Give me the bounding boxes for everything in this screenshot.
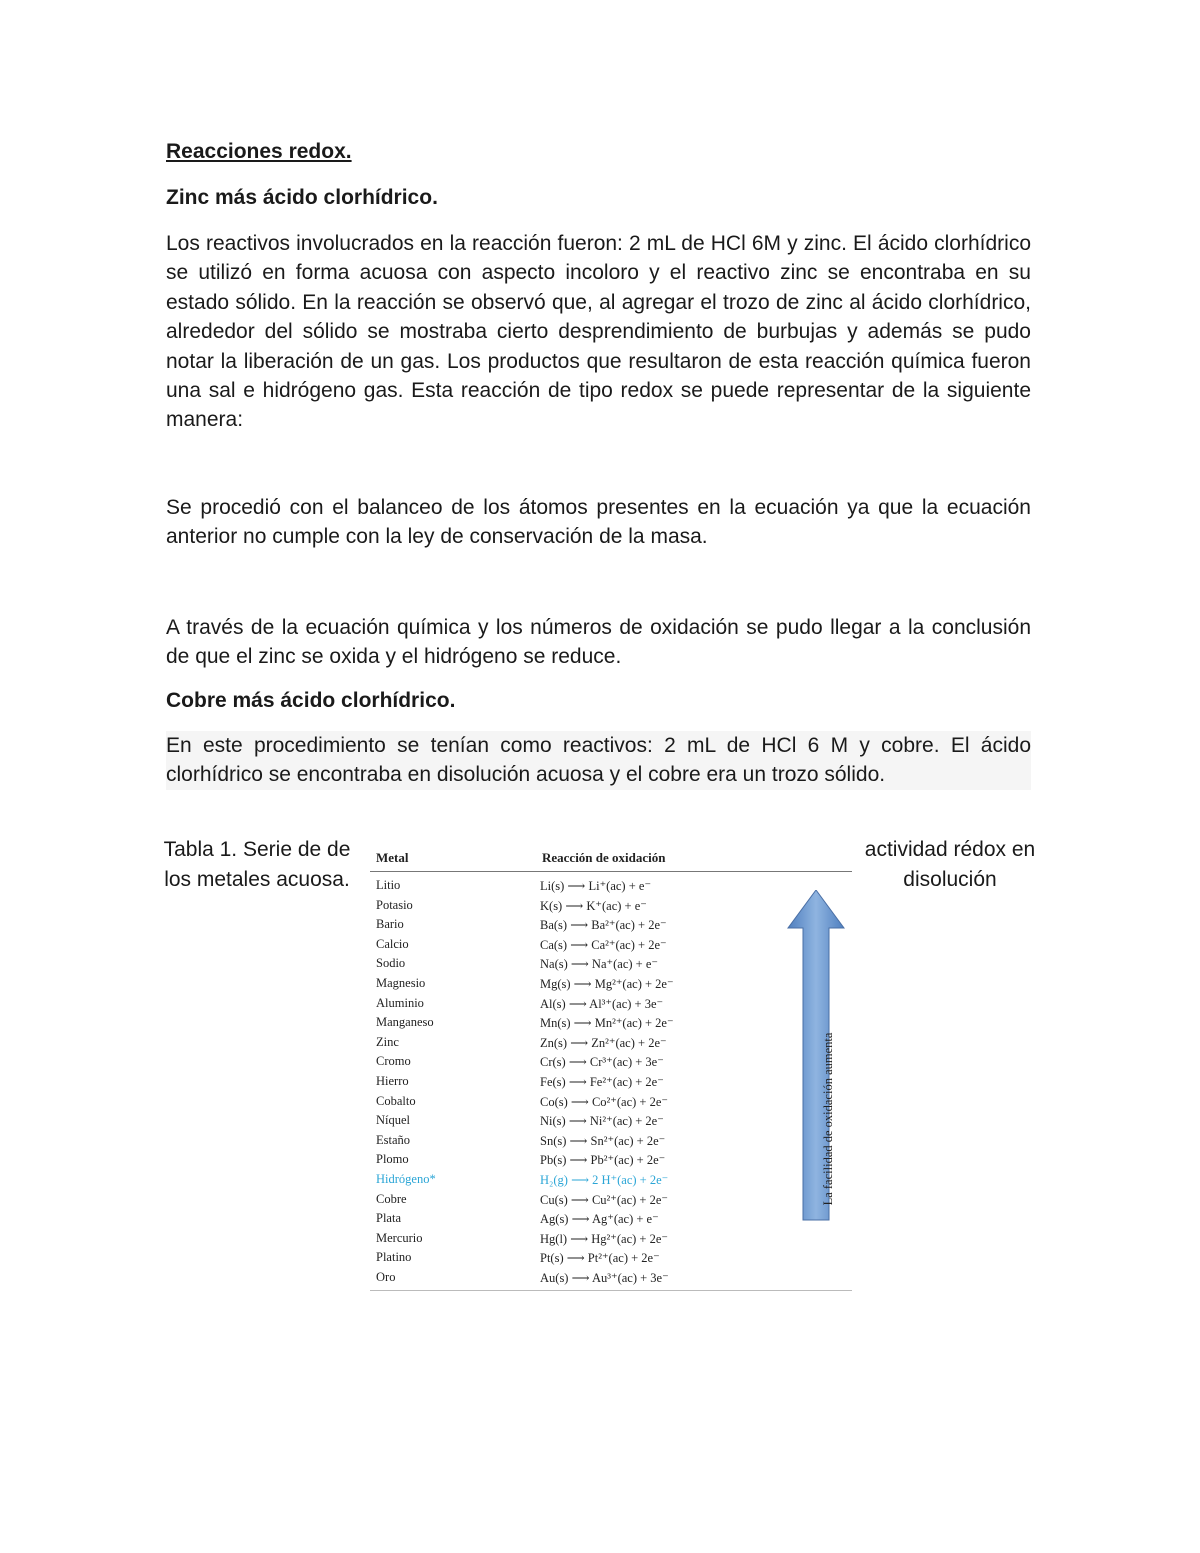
metal-name: Platino xyxy=(376,1250,412,1265)
table-row xyxy=(370,1074,790,1094)
activity-series-table xyxy=(370,840,852,1292)
table-row xyxy=(370,1152,790,1172)
metal-name: Sodio xyxy=(376,956,406,971)
paragraph-zinc-balance: Se procedió con el balanceo de los átomos presentes en la ecuación ya que la ecuación anterior no cumple con la ley de conservación de la masa. xyxy=(166,496,1031,549)
oxidation-reaction: Hg(l) ⟶ Hg²⁺(ac) + 2e⁻ xyxy=(540,1231,668,1246)
metal-name: Mercurio xyxy=(376,1230,423,1245)
metal-name: Litio xyxy=(376,878,401,892)
arrow-label: La facilidad de oxidación aumenta xyxy=(821,1032,835,1206)
oxidation-reaction: Li(s) ⟶ Li⁺(ac) + e⁻ xyxy=(540,879,652,893)
column-header-reaction: Reacción de oxidación xyxy=(542,850,666,865)
table-row xyxy=(370,1250,790,1270)
table-row xyxy=(370,1211,790,1231)
bottom-rule xyxy=(370,1290,852,1291)
metal-name: Calcio xyxy=(376,936,409,951)
oxidation-reaction: Al(s) ⟶ Al³⁺(ac) + 3e⁻ xyxy=(540,996,664,1011)
metal-name: Zinc xyxy=(376,1034,399,1049)
oxidation-reaction: Sn(s) ⟶ Sn²⁺(ac) + 2e⁻ xyxy=(540,1133,666,1148)
oxidation-reaction: Mg(s) ⟶ Mg²⁺(ac) + 2e⁻ xyxy=(540,977,674,991)
table-caption-left: Tabla 1. Serie de de los metales acuosa. xyxy=(163,838,351,891)
oxidation-reaction: Au(s) ⟶ Au³⁺(ac) + 3e⁻ xyxy=(540,1271,669,1285)
oxidation-reaction: Co(s) ⟶ Co²⁺(ac) + 2e⁻ xyxy=(540,1094,668,1109)
oxidation-reaction: Ag(s) ⟶ Ag⁺(ac) + e⁻ xyxy=(540,1212,659,1227)
oxidation-reaction: Cr(s) ⟶ Cr³⁺(ac) + 3e⁻ xyxy=(540,1055,664,1070)
oxidation-reaction: Zn(s) ⟶ Zn²⁺(ac) + 2e⁻ xyxy=(540,1035,667,1050)
table-row xyxy=(370,1054,790,1074)
metal-name: Hidrógeno* xyxy=(376,1172,436,1186)
header-rule xyxy=(370,871,852,872)
metal-name: Bario xyxy=(376,917,404,932)
metal-name: Magnesio xyxy=(376,976,426,990)
table-caption-right: actividad rédox en disolución xyxy=(864,838,1036,891)
oxidation-reaction: Pt(s) ⟶ Pt²⁺(ac) + 2e⁻ xyxy=(540,1251,660,1266)
table-row xyxy=(370,976,790,996)
metal-name: Aluminio xyxy=(376,995,424,1010)
metal-name: Cobalto xyxy=(376,1093,416,1108)
table-row xyxy=(370,1172,790,1192)
section-heading-copper: Cobre más ácido clorhídrico. xyxy=(166,689,456,712)
table-row xyxy=(370,996,790,1016)
metal-name: Oro xyxy=(376,1270,396,1284)
paragraph-zinc-reactants: Los reactivos involucrados en la reacción fueron: 2 mL de HCl 6M y zinc. El ácido clorhídrico se utilizó en forma acuosa con aspecto incoloro y el reactivo zinc se encontraba en su estado sólido. En la reacción se observó que, al agregar el trozo de zinc al ácido clorhídrico, alrededor del sólido se mostraba cierto desprendimiento de burbujas y además se pudo notar la liberación de un gas. Los productos que resultaron de esta reacción química fueron una sal e hidrógeno gas. Esta reacción de tipo redox se puede representar de la siguiente manera: xyxy=(166,232,1031,432)
metal-name: Plata xyxy=(376,1211,401,1226)
table-row xyxy=(370,1094,790,1114)
metal-name: Cromo xyxy=(376,1054,411,1069)
metal-name: Níquel xyxy=(376,1113,411,1128)
metal-name: Manganeso xyxy=(376,1015,434,1030)
table-row xyxy=(370,937,790,957)
oxidation-reaction: K(s) ⟶ K⁺(ac) + e⁻ xyxy=(540,898,647,913)
oxidation-reaction: Fe(s) ⟶ Fe²⁺(ac) + 2e⁻ xyxy=(540,1075,664,1089)
oxidation-reaction: Mn(s) ⟶ Mn²⁺(ac) + 2e⁻ xyxy=(540,1016,674,1031)
metal-name: Hierro xyxy=(376,1074,409,1088)
section-heading-zinc: Zinc más ácido clorhídrico. xyxy=(166,186,438,209)
paragraph-zinc-conclusion: A través de la ecuación química y los números de oxidación se pudo llegar a la conclusión de que el zinc se oxida y el hidrógeno se reduce. xyxy=(166,616,1031,669)
column-header-metal: Metal xyxy=(376,850,409,865)
oxidation-reaction: Cu(s) ⟶ Cu²⁺(ac) + 2e⁻ xyxy=(540,1192,668,1207)
metal-name: Cobre xyxy=(376,1191,407,1206)
table-row xyxy=(370,1231,790,1251)
table-row xyxy=(370,1113,790,1133)
table-row xyxy=(370,1133,790,1153)
table-row xyxy=(370,1270,790,1290)
table-row xyxy=(370,1015,790,1035)
oxidation-reaction: H₂(g) ⟶ 2 H⁺(ac) + 2e⁻ xyxy=(540,1173,669,1187)
metal-name: Estaño xyxy=(376,1132,411,1147)
table-row xyxy=(370,917,790,937)
oxidation-reaction: Pb(s) ⟶ Pb²⁺(ac) + 2e⁻ xyxy=(540,1153,666,1168)
table-row xyxy=(370,898,790,918)
table-row xyxy=(370,956,790,976)
oxidation-reaction: Ni(s) ⟶ Ni²⁺(ac) + 2e⁻ xyxy=(540,1114,664,1129)
oxidation-reaction: Na(s) ⟶ Na⁺(ac) + e⁻ xyxy=(540,957,658,972)
table-row xyxy=(370,1035,790,1055)
oxidation-reaction: Ca(s) ⟶ Ca²⁺(ac) + 2e⁻ xyxy=(540,937,667,952)
document-title: Reacciones redox. xyxy=(166,140,352,163)
metal-name: Potasio xyxy=(376,897,413,912)
metal-name: Plomo xyxy=(376,1152,409,1167)
paragraph-copper-reactants: En este procedimiento se tenían como reactivos: 2 mL de HCl 6 M y cobre. El ácido clorhídrico se encontraba en disolución acuosa y el cobre era un trozo sólido. xyxy=(166,731,1031,790)
oxidation-reaction: Ba(s) ⟶ Ba²⁺(ac) + 2e⁻ xyxy=(540,918,667,933)
table-row xyxy=(370,878,790,898)
table-row xyxy=(370,1192,790,1212)
